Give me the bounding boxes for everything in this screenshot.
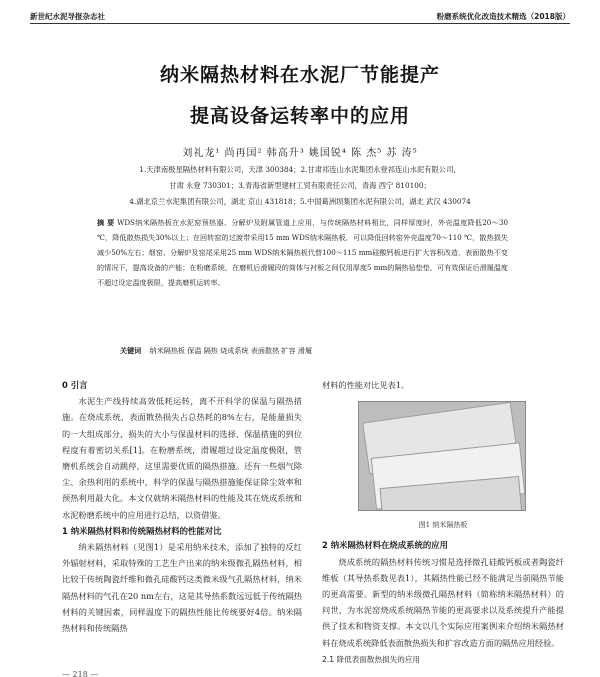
keywords-text: 纳米隔热板 保温 隔热 烧成系统 表面散热 扩容 滑履 (149, 346, 313, 355)
paragraph: 烧成系统的隔热材料传统习惯是选择微孔硅酸钙板或者陶瓷纤维板（其导热系数见表1），其隔热性能已经不能满足当前隔热节能的更高需要。新型的纳米级微孔隔热材料（简称纳米隔热材料）的问世，为水泥窑烧成系统隔热节能的更高要求以及系统提升产能提供了技术和物资支撑。本文以几个实际应用案例来介绍纳米隔热材料在烧成系统降低表面散热损失和扩容改造方面的隔热应用经验。 (322, 556, 564, 648)
right-column (322, 377, 564, 668)
header-series: 粉磨系统优化改造技术精选（2018版） (436, 12, 570, 21)
paragraph-continued: 材料的性能对比见表1。 (322, 380, 410, 390)
figure-nano-insulation-board (358, 401, 526, 511)
section-heading-intro: 0 引言 (62, 380, 88, 390)
article-title-line-1: 纳米隔热材料在水泥厂节能提产 (159, 64, 440, 86)
figure-caption: 图1 纳米隔热板 (418, 521, 468, 530)
article-title-line-2: 提高设备运转率中的应用 (189, 105, 410, 127)
keywords (120, 346, 312, 356)
affiliation-line: 甘肃 永登 730301；3.青海省新型建材工贸有限责任公司，青海 西宁 810100； (169, 181, 431, 190)
author-list: 刘礼龙¹ 尚再国² 韩高升³ 姚国锐⁴ 陈 杰⁵ 苏 涛⁵ (182, 148, 418, 159)
header-publisher: 新世纪水泥导报杂志社 (30, 12, 105, 21)
left-column (62, 377, 302, 636)
keywords-label: 关键词 (120, 346, 142, 355)
abstract-text: WDS纳米隔热板在水泥窑预热器、分解炉及附属管道上应用，与传统隔热材料相比，同样厚度时，外壳温度降低20～30 ℃，降低散热损失30%以上；在回转窑的过渡带采用15 mm WDS纳米隔热板，可以降低回转窑外壳温度70～110 ℃，散热损失减少50%左右；烟窑、分解炉及窑尾采用25 mm WDS纳米隔热板代替100～115 mm硅酸钙板进行扩大容积改造，表面散热不变的情况下，提高设备的产能；在粉磨系统，在磨机后滑履段的筒体与衬板之间仅用厚度5 mm的隔热毡垫垫，可有效保证后滑履温度不超过设定温度极限，提高磨机运转率。 (97, 218, 508, 287)
running-header (30, 6, 570, 22)
abstract-label: 摘 要 (97, 218, 115, 227)
section-heading-kiln-application: 2 纳米隔热材料在烧成系统的应用 (322, 540, 448, 551)
header-rule (30, 23, 570, 24)
page-number: — 218 — (62, 670, 99, 677)
paragraph: 纳米隔热材料（见图1）是采用纳米技术，添加了独特的反红外辐射材料，采取特殊的工艺生产出来的纳米级微孔隔热材料，相比较于传统陶瓷纤维和微孔硅酸钙这类微米级气孔隔热材料，纳米隔热材料的气孔在20 nm左右，这是其导热系数远远低于传统隔热材料的关键因素，同样温度下的隔热性能比传统要好4倍。纳米隔热材料和传统隔热 (62, 542, 302, 634)
paragraph: 水泥生产线持续高效低耗运转，离不开科学的保温与隔热措施。在烧成系统，表面散热损失占总热耗的8%左右，是能量损失的一大组成部分，损失的大小与保温材料的选择、保温措施的到位程度有着密切关系[1]。在粉磨系统，滑履超过设定温度极限，管磨机系统会自动跳停，这里需要优质的隔热措施。还有一些烟气除尘、余热利用的系统中，科学的保温与隔热措施能保证除尘效率和预热利用最大化。本文仅就纳米隔热材料的性能及其在烧成系统和水泥粉磨系统中的应用进行总结，以资借鉴。 (62, 396, 302, 520)
affiliation-line: 1.天津南极星隔热材料有限公司，天津 300384；2.甘肃祁连山水泥集团永登祁连山水泥有限公司， (139, 165, 461, 174)
affiliation-line: 4.湖北京兰水泥集团有限公司，湖北 京山 431818；5.中国葛洲坝集团水泥有限公司，湖北 武汉 430074 (129, 197, 471, 206)
section-heading-comparison: 1 纳米隔热材料和传统隔热材料的性能对比 (62, 525, 222, 536)
subsection-heading: 2.1 降低表面散热损失的应用 (322, 654, 421, 664)
abstract (97, 215, 508, 290)
